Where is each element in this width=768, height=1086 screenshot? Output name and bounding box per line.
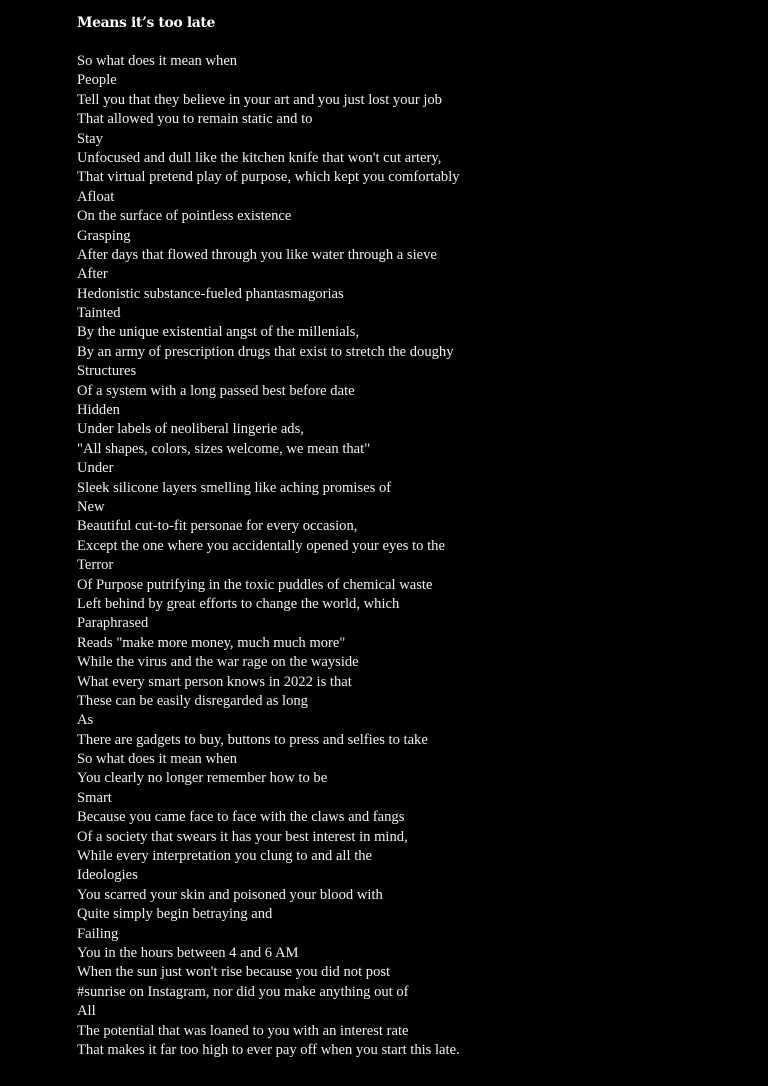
poem-line: Tell you that they believe in your art and you just lost your job: [77, 91, 442, 108]
poem-line: Reads "make more money, much much more": [77, 634, 346, 651]
poem-line: There are gadgets to buy, buttons to press and selfies to take: [77, 731, 428, 748]
poem-line: That virtual pretend play of purpose, which kept you comfortably: [77, 169, 460, 186]
poem-line: While every interpretation you clung to and all the: [77, 848, 373, 865]
poem-line: That makes it far too high to ever pay off when you start this late.: [77, 1041, 460, 1058]
poem-line: That allowed you to remain static and to: [77, 111, 313, 128]
poem-line: On the surface of pointless existence: [77, 208, 292, 225]
poem-line: After: [77, 266, 108, 283]
poem-line: These can be easily disregarded as long: [77, 692, 308, 709]
poem-line: What every smart person knows in 2022 is that: [77, 673, 352, 690]
poem-line: Hedonistic substance-fueled phantasmagorias: [77, 285, 344, 302]
poem-line: Of a system with a long passed best before date: [77, 382, 355, 399]
poem-line: Left behind by great efforts to change the world, which: [77, 595, 400, 612]
poem-line: Beautiful cut-to-fit personae for every occasion,: [77, 518, 358, 535]
poem-line: Except the one where you accidentally opened your eyes to the: [77, 537, 445, 554]
poem-line: Unfocused and dull like the kitchen knife that won't cut artery,: [77, 149, 442, 166]
poem-line: The potential that was loaned to you with an interest rate: [77, 1022, 409, 1039]
poem-line: Hidden: [77, 402, 120, 419]
poem-line: So what does it mean when: [77, 53, 238, 69]
poem-line: So what does it mean when: [77, 751, 238, 768]
poem-line: Terror: [77, 557, 114, 574]
poem-line: By the unique existential angst of the millenials,: [77, 324, 360, 341]
poem-line: By an army of prescription drugs that exist to stretch the doughy: [77, 343, 454, 360]
poem-line: "All shapes, colors, sizes welcome, we mean that": [77, 440, 371, 457]
poem-line: You scarred your skin and poisoned your blood with: [77, 886, 383, 903]
poem-line: Sleek silicone layers smelling like aching promises of: [77, 479, 392, 496]
poem-line: New: [77, 498, 105, 515]
poem-line: After days that flowed through you like water through a sieve: [77, 246, 437, 263]
poem-line: Ideologies: [77, 867, 138, 884]
poem-body: [77, 52, 737, 1060]
poem-line: Structures: [77, 363, 137, 380]
poem-line: Because you came face to face with the claws and fangs: [77, 809, 405, 826]
poem-line: People: [77, 72, 117, 89]
poem-line: Of Purpose putrifying in the toxic puddles of chemical waste: [77, 576, 433, 593]
poem-line: Of a society that swears it has your best interest in mind,: [77, 828, 408, 845]
poem-line: #sunrise on Instagram, nor did you make anything out of: [77, 983, 409, 1000]
poem-line: Afloat: [77, 188, 115, 205]
poem-line: Under: [77, 460, 114, 477]
poem-line: Failing: [77, 925, 119, 942]
poem-line: Tainted: [77, 305, 121, 322]
poem-line: When the sun just won't rise because you did not post: [77, 964, 391, 981]
poem-line: Smart: [77, 789, 112, 806]
poem-title: Means it’s too late: [77, 15, 216, 31]
poem-line: All: [77, 1003, 96, 1020]
poem-line: You clearly no longer remember how to be: [77, 770, 328, 787]
poem-line: Under labels of neoliberal lingerie ads,: [77, 421, 304, 438]
poem-line: While the virus and the war rage on the wayside: [77, 654, 359, 671]
poem-line: You in the hours between 4 and 6 AM: [77, 944, 299, 961]
poem-line: Grasping: [77, 227, 131, 244]
poem-line: Stay: [77, 130, 103, 147]
poem-page: [77, 13, 737, 1060]
poem-line: Quite simply begin betraying and: [77, 906, 273, 923]
poem-line: As: [77, 712, 94, 729]
poem-line: Paraphrased: [77, 615, 149, 632]
